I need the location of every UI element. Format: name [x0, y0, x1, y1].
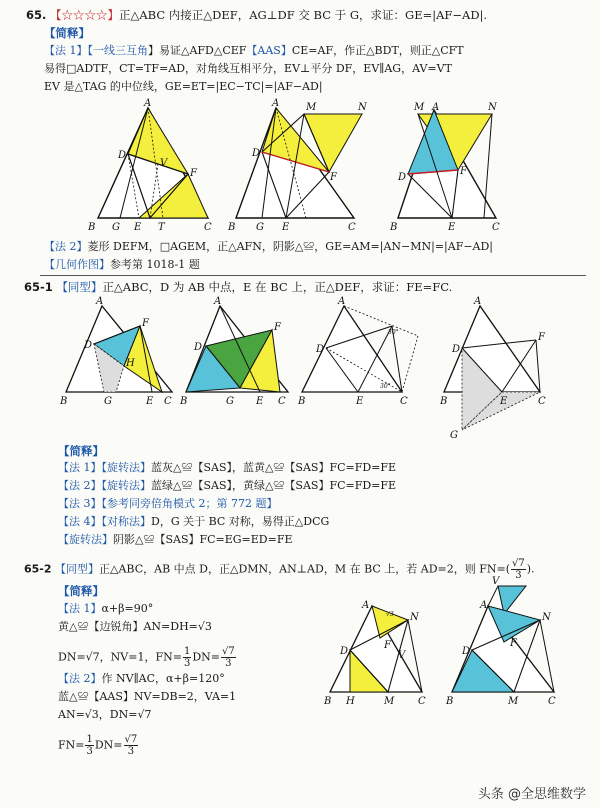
svg-text:C: C — [278, 396, 286, 407]
svg-text:F: F — [384, 640, 391, 651]
p651-method3: 【法 3】【参考同旁倍角模式 2；第 772 题】 — [58, 497, 278, 510]
svg-text:V: V — [398, 650, 406, 661]
svg-text:E: E — [356, 396, 364, 407]
p651-hint: 【简释】 — [58, 444, 104, 458]
p651-method4: 【法 4】【对称法】D，G 关于 BC 对称，易得正△DCG — [58, 515, 330, 528]
p65-stars: 【☆☆☆☆】 — [50, 8, 120, 22]
svg-text:N: N — [358, 102, 367, 113]
p651-figure-1 — [60, 296, 180, 410]
svg-text:M: M — [414, 102, 425, 113]
svg-text:C: C — [400, 396, 408, 407]
p652-figure-2 — [444, 576, 574, 707]
p652-statement: 65-2 【同型】正△ABC，AB 中点 D，正△DMN，AN⊥AD，M 在 BC 上，若 AD=2，则 FN=( $\frac{√7}{3}$ ). — [24, 558, 535, 581]
p651-figure-3 — [298, 296, 428, 410]
svg-text:G: G — [112, 222, 120, 233]
p65-line2: 易得□ADTF，CT=TF=AD，对角线互相平分，EV⊥平分 DF，EV∥AG，AV=VT — [44, 62, 452, 75]
svg-text:F: F — [190, 168, 197, 179]
p651-statement: 65-1 【同型】正△ABC，D 为 AB 中点，E 在 BC 上，正△DEF，求证：FE=FC. — [24, 280, 453, 294]
svg-text:C: C — [492, 222, 500, 233]
svg-text:B: B — [446, 696, 454, 707]
svg-text:A: A — [214, 296, 222, 307]
svg-text:V: V — [492, 576, 500, 587]
svg-text:C: C — [164, 396, 172, 407]
svg-text:E: E — [448, 222, 456, 233]
watermark: 头条 @全思维数学 — [477, 787, 586, 802]
svg-text:C: C — [538, 396, 546, 407]
p651-method5: 【旋转法】阴影△≌【SAS】FC=EG=ED=FE — [58, 533, 293, 546]
svg-text:D: D — [462, 646, 471, 657]
p65-figure-1 — [84, 100, 224, 235]
p652-figure-1 — [322, 596, 442, 706]
svg-text:D: D — [252, 148, 261, 159]
svg-text:G: G — [104, 396, 112, 407]
svg-text:B: B — [228, 222, 236, 233]
p65-figure-2 — [226, 100, 376, 235]
p652-m2-line4: FN= $\frac{1}{3}$ DN= $\frac{√7}{3}$ — [58, 734, 138, 757]
svg-text:F: F — [538, 332, 545, 343]
svg-text:F: F — [330, 172, 337, 183]
svg-text:E: E — [134, 222, 142, 233]
svg-text:A: A — [338, 296, 346, 307]
p651-method1: 【法 1】【旋转法】蓝灰△≌【SAS】，蓝黄△≌【SAS】FC=FD=FE — [58, 461, 397, 474]
svg-text:A: A — [96, 296, 104, 307]
p652-method1: 【法 1】α+β=90° — [58, 602, 154, 615]
svg-text:G: G — [226, 396, 234, 407]
svg-text:E: E — [256, 396, 264, 407]
svg-text:A: A — [362, 600, 370, 611]
svg-text:D: D — [316, 344, 325, 355]
p65-statement — [26, 8, 487, 22]
svg-text:M: M — [508, 696, 519, 707]
svg-text:D: D — [84, 340, 93, 351]
p651-figure-4 — [440, 296, 560, 441]
svg-text:E: E — [282, 222, 290, 233]
p65-reference: 【几何作图】参考第 1018-1 题 — [44, 258, 200, 271]
svg-text:30°: 30° — [380, 383, 391, 390]
svg-text:B: B — [324, 696, 332, 707]
p652-m1-line3: DN=√7，NV=1，FN= $\frac{1}{3}$ DN= $\frac{√7}{3}$ — [58, 646, 235, 669]
svg-text:G: G — [450, 430, 458, 441]
svg-text:E: E — [500, 396, 508, 407]
svg-text:F: F — [510, 638, 517, 649]
svg-text:C: C — [348, 222, 356, 233]
svg-text:N: N — [542, 612, 551, 623]
svg-text:M: M — [306, 102, 317, 113]
svg-text:M: M — [384, 696, 395, 707]
svg-text:30°: 30° — [388, 329, 399, 336]
p651-figure-2 — [180, 296, 300, 410]
svg-text:F: F — [274, 322, 281, 333]
svg-text:T: T — [158, 222, 165, 233]
svg-text:D: D — [452, 344, 461, 355]
svg-text:F: F — [460, 166, 467, 177]
svg-text:A: A — [432, 102, 440, 113]
svg-text:A: A — [272, 98, 280, 109]
svg-text:B: B — [390, 222, 398, 233]
svg-text:A: A — [480, 600, 488, 611]
svg-text:C: C — [204, 222, 212, 233]
p65-line3: EV 是△TAG 的中位线，GE=ET=|EC−TC|=|AF−AD| — [44, 80, 323, 93]
svg-text:D: D — [194, 342, 203, 353]
svg-text:N: N — [410, 612, 419, 623]
p652-m2-line2: 蓝△≌【AAS】NV=DB=2，VA=1 — [58, 690, 237, 703]
svg-text:B: B — [88, 222, 96, 233]
svg-text:E: E — [146, 396, 154, 407]
svg-text:B: B — [440, 396, 448, 407]
p652-answer-fraction: $\frac{√7}{3}$ — [512, 558, 525, 581]
p652-m1-line2: 黄△≌【边锐角】AN=DH=√3 — [58, 620, 212, 633]
p65-hint: 【简释】 — [44, 26, 90, 40]
svg-text:B: B — [60, 396, 68, 407]
svg-text:A: A — [144, 98, 152, 109]
p652-hint: 【简释】 — [58, 584, 104, 598]
divider-1 — [40, 275, 586, 276]
p65-number: 65. — [26, 8, 47, 22]
p651-method2: 【法 2】【旋转法】蓝绿△≌【SAS】，黄绿△≌【SAS】FC=FD=FE — [58, 479, 397, 492]
svg-text:C: C — [418, 696, 426, 707]
svg-text:G: G — [256, 222, 264, 233]
svg-text:√3: √3 — [386, 611, 394, 618]
svg-text:D: D — [118, 150, 127, 161]
svg-text:B: B — [298, 396, 306, 407]
p65-method2: 【法 2】菱形 DEFM，□AGEM，正△AFN，阴影△≌，GE=AM=|AN−MN|=|AF−AD| — [44, 240, 494, 253]
svg-text:H: H — [126, 358, 135, 369]
p65-figure-3 — [388, 100, 528, 235]
svg-text:F: F — [142, 318, 149, 329]
p65-method1: 【法 1】【一线三互角】易证△AFD△CEF【AAS】CE=AF，作正△BDT，则正△CFT — [44, 44, 464, 57]
svg-text:B: B — [180, 396, 188, 407]
svg-text:N: N — [488, 102, 497, 113]
svg-text:D: D — [340, 646, 349, 657]
p652-method2: 【法 2】作 NV∥AC，α+β=120° — [58, 672, 225, 685]
p65-stmt: 正△ABC 内接正△DEF，AG⊥DF 交 BC 于 G，求证：GE=|AF−AD|. — [119, 8, 488, 22]
svg-text:V: V — [160, 158, 168, 169]
p652-m2-line3: AN=√3，DN=√7 — [58, 708, 152, 721]
svg-text:D: D — [398, 172, 407, 183]
svg-text:H: H — [346, 696, 355, 707]
svg-text:A: A — [474, 296, 482, 307]
svg-text:C: C — [548, 696, 556, 707]
